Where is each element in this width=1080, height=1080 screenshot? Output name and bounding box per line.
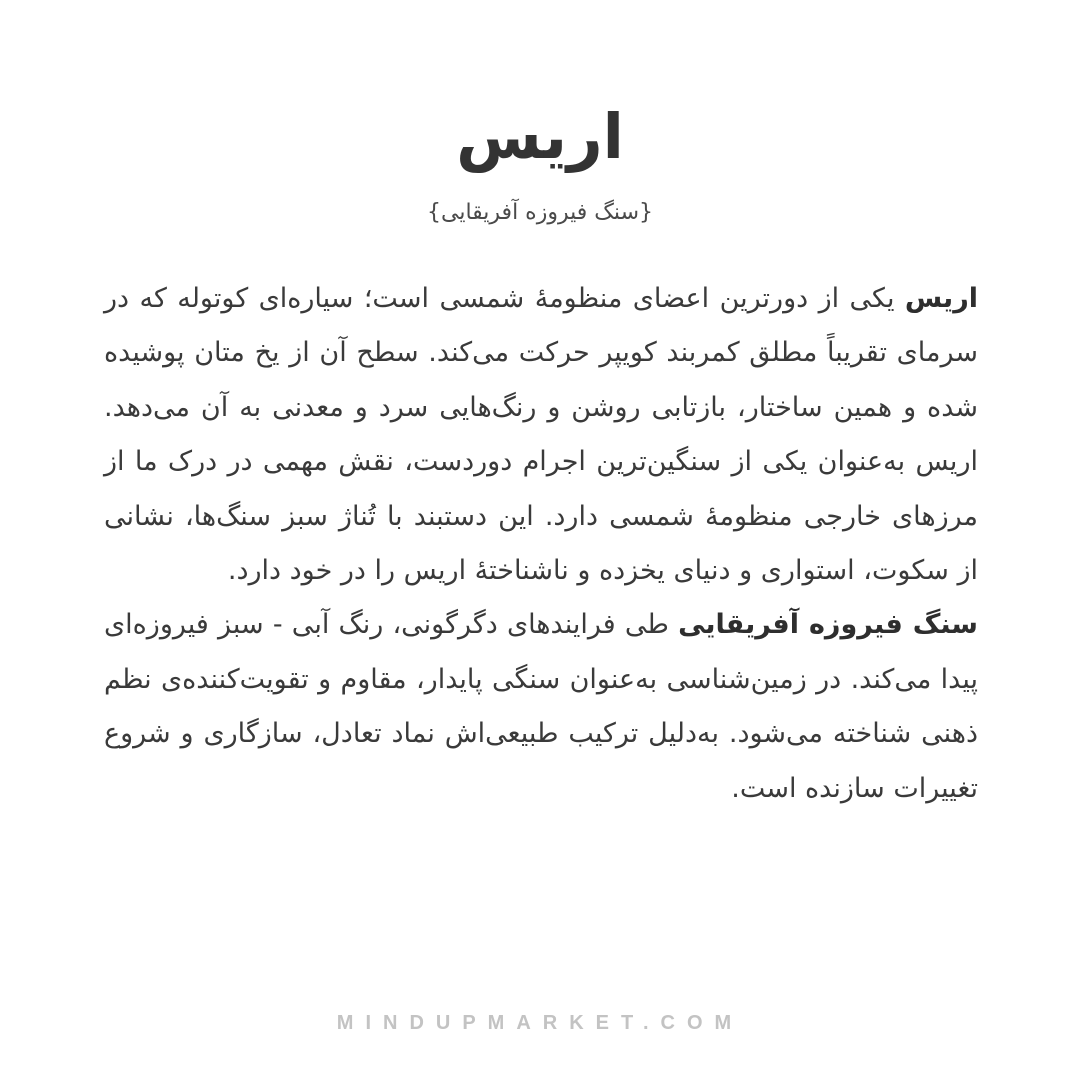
paragraph-turquoise-text: طی فرایندهای دگرگونی، رنگ آبی - سبز فیروزه‌ای پیدا می‌کند. در زمین‌شناسی به‌عنوان سنگی پایدار، مقاوم و تقویت‌کننده‌ی نظم ذهنی شناخته می‌شود. به‌دلیل ترکیب طبیعی‌اش نماد تعادل، سازگاری و شروع تغییرات سازنده است.: [104, 609, 978, 804]
paragraph-turquoise-lead: سنگ فیروزه آفریقایی: [678, 609, 978, 641]
paragraph-eris-text: یکی از دورترین اعضای منظومهٔ شمسی است؛ سیاره‌ای کوتوله که در سرمای تقریباً مطلق کمربند کویپر حرکت می‌کند. سطح آن از یخ متان پوشیده شده و همین ساختار، بازتابی روشن و رنگ‌هایی سرد و معدنی به آن می‌دهد. اریس به‌عنوان یکی از سنگین‌ترین اجرام دوردست، نقش مهمی در درک ما از مرزهای خارجی منظومهٔ شمسی دارد. این دستبند با تُناژ سبز سنگ‌ها، نشانی از سکوت، استواری و دنیای یخزده و ناشناختهٔ اریس را در خود دارد.: [104, 283, 978, 587]
footer-brand: MINDUPMARKET.COM: [336, 1012, 744, 1034]
paragraph-eris: [104, 272, 978, 598]
page-subtitle: {سنگ فیروزه آفریقایی}: [427, 200, 653, 225]
body-text: [104, 272, 978, 816]
paragraph-eris-lead: اریس: [904, 283, 978, 314]
page-title: اریس: [456, 100, 624, 173]
paragraph-turquoise: [104, 598, 978, 816]
